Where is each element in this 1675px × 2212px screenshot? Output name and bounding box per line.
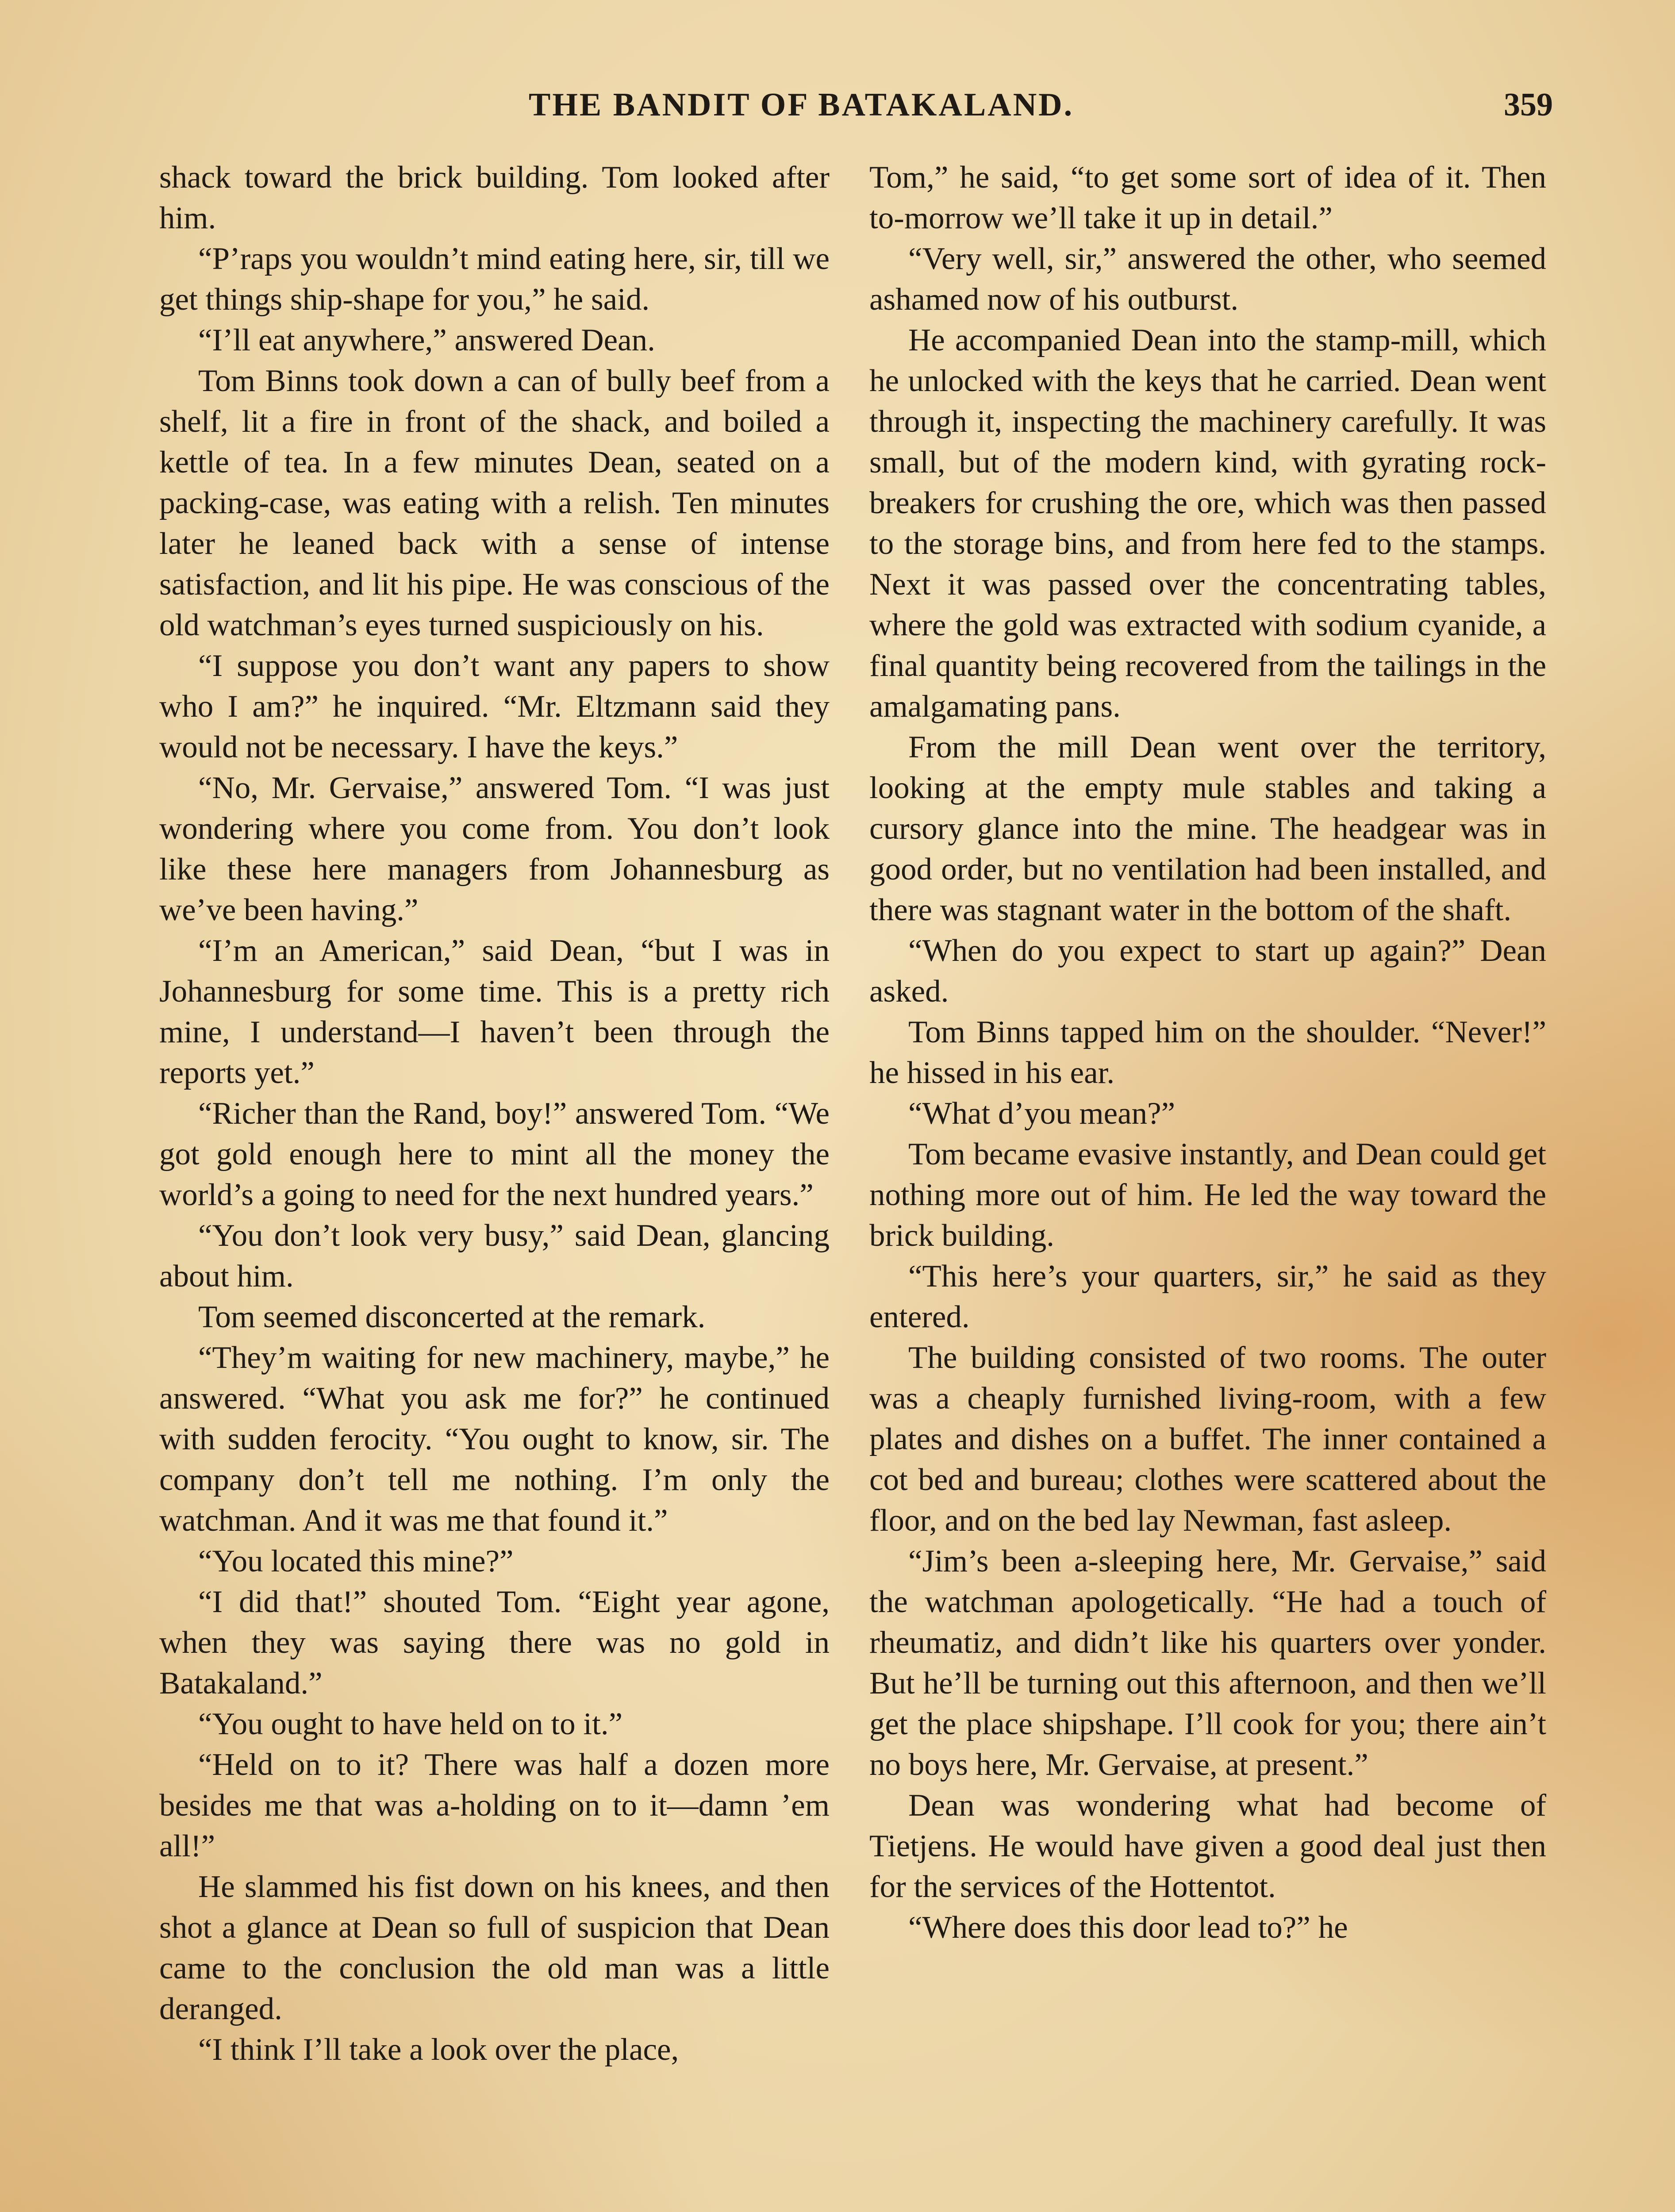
running-title: THE BANDIT OF BATAKALAND. (529, 87, 1074, 123)
paragraph: From the mill Dean went over the territory, looking at the empty mule stables and taking a cursory glance into the mine. The headgear was in good order, but no ventilation had been installed, and there was stagnant water in the bottom of the shaft. (869, 730, 1546, 927)
paragraph: “Where does this door lead to?” he (908, 1910, 1348, 1945)
paragraph: “Very well, sir,” answered the other, who seemed ashamed now of his outburst. (869, 242, 1546, 317)
paragraph: “What d’you mean?” (908, 1096, 1176, 1131)
paragraph: “No, Mr. Gervaise,” answered Tom. “I was just wondering where you come from. You don’t look like these here managers from Johannesburg as we’ve been having.” (159, 771, 830, 927)
paragraph: “I’m an American,” said Dean, “but I was in Johannesburg for some time. This is a pretty rich mine, I understand—I haven’t been through the reports yet.” (159, 933, 830, 1090)
paragraph: “I suppose you don’t want any papers to show who I am?” he inquired. “Mr. Eltzmann said they would not be necessary. I have the keys.” (159, 649, 830, 764)
paragraph: Dean was wondering what had become of Tietjens. He would have given a good deal just then for the services of the Hottentot. (869, 1788, 1546, 1904)
paragraph: “This here’s your quarters, sir,” he said as they entered. (869, 1259, 1546, 1334)
paragraph: “Richer than the Rand, boy!” answered Tom. “We got gold enough here to mint all the money the world’s a going to need for the next hundred years.” (159, 1096, 830, 1212)
paragraph: “I did that!” shouted Tom. “Eight year agone, when they was saying there was no gold in Batakaland.” (159, 1585, 830, 1701)
paragraph: Tom Binns took down a can of bully beef from a shelf, lit a fire in front of the shack, and boiled a kettle of tea. In a few minutes Dean, seated on a packing-case, was eating with a relish. Ten minutes later he leaned back with a sense of intense satisfaction, and lit his pipe. He was conscious of the old watchman’s eyes turned suspiciously on his. (159, 364, 830, 642)
paragraph: “You ought to have held on to it.” (198, 1707, 623, 1741)
page-number: 359 (1504, 87, 1553, 123)
paragraph: He slammed his fist down on his knees, and then shot a glance at Dean so full of suspicion that Dean came to the conclusion the old man was a little deranged. (159, 1870, 830, 2026)
paragraph: The building consisted of two rooms. The outer was a cheaply furnished living-room, with a few plates and dishes on a buffet. The inner contained a cot bed and bureau; clothes were scattered about the floor, and on the bed lay Newman, fast asleep. (869, 1340, 1546, 1538)
paragraph: “Held on to it? There was half a dozen more besides me that was a-holding on to it—damn ’em all!” (159, 1747, 830, 1863)
paragraph: “You located this mine?” (198, 1544, 514, 1578)
paragraph: Tom,” he said, “to get some sort of idea of it. Then to-morrow we’ll take it up in detail.” (869, 160, 1546, 235)
paragraph: Tom Binns tapped him on the shoulder. “Never!” he hissed in his ear. (869, 1015, 1546, 1090)
paragraph: “I think I’ll take a look over the place, (198, 2032, 679, 2067)
left-text-column (159, 157, 830, 2212)
paragraph: shack toward the brick building. Tom looked after him. (159, 160, 830, 235)
paragraph: “You don’t look very busy,” said Dean, glancing about him. (159, 1218, 830, 1294)
running-header (159, 86, 1553, 135)
paragraph: “Jim’s been a-sleeping here, Mr. Gervaise,” said the watchman apologetically. “He had a touch of rheumatiz, and didn’t like his quarters over yonder. But he’ll be turning out this afternoon, and then we’ll get the place shipshape. I’ll cook for you; there ain’t no boys here, Mr. Gervaise, at present.” (869, 1544, 1546, 1782)
paragraph: “When do you expect to start up again?” Dean asked. (869, 933, 1546, 1009)
paragraph: Tom became evasive instantly, and Dean could get nothing more out of him. He led the way toward the brick building. (869, 1137, 1546, 1253)
paragraph: “They’m waiting for new machinery, maybe,” he answered. “What you ask me for?” he continued with sudden ferocity. “You ought to know, sir. The company don’t tell me nothing. I’m only the watchman. And it was me that found it.” (159, 1340, 830, 1538)
paragraph: Tom seemed disconcerted at the remark. (198, 1300, 706, 1334)
right-text-column (869, 157, 1546, 2212)
paragraph: He accompanied Dean into the stamp-mill, which he unlocked with the keys that he carried. Dean went through it, inspecting the machinery carefully. It was small, but of the modern kind, with gyrating rock-breakers for crushing the ore, which was then passed to the storage bins, and from here fed to the stamps. Next it was passed over the concentrating tables, where the gold was extracted with sodium cyanide, a final quantity being recovered from the tailings in the amalgamating pans. (869, 323, 1546, 724)
paragraph: “I’ll eat anywhere,” answered Dean. (198, 323, 655, 357)
paragraph: “P’raps you wouldn’t mind eating here, sir, till we get things ship-shape for you,” he said. (159, 242, 830, 317)
